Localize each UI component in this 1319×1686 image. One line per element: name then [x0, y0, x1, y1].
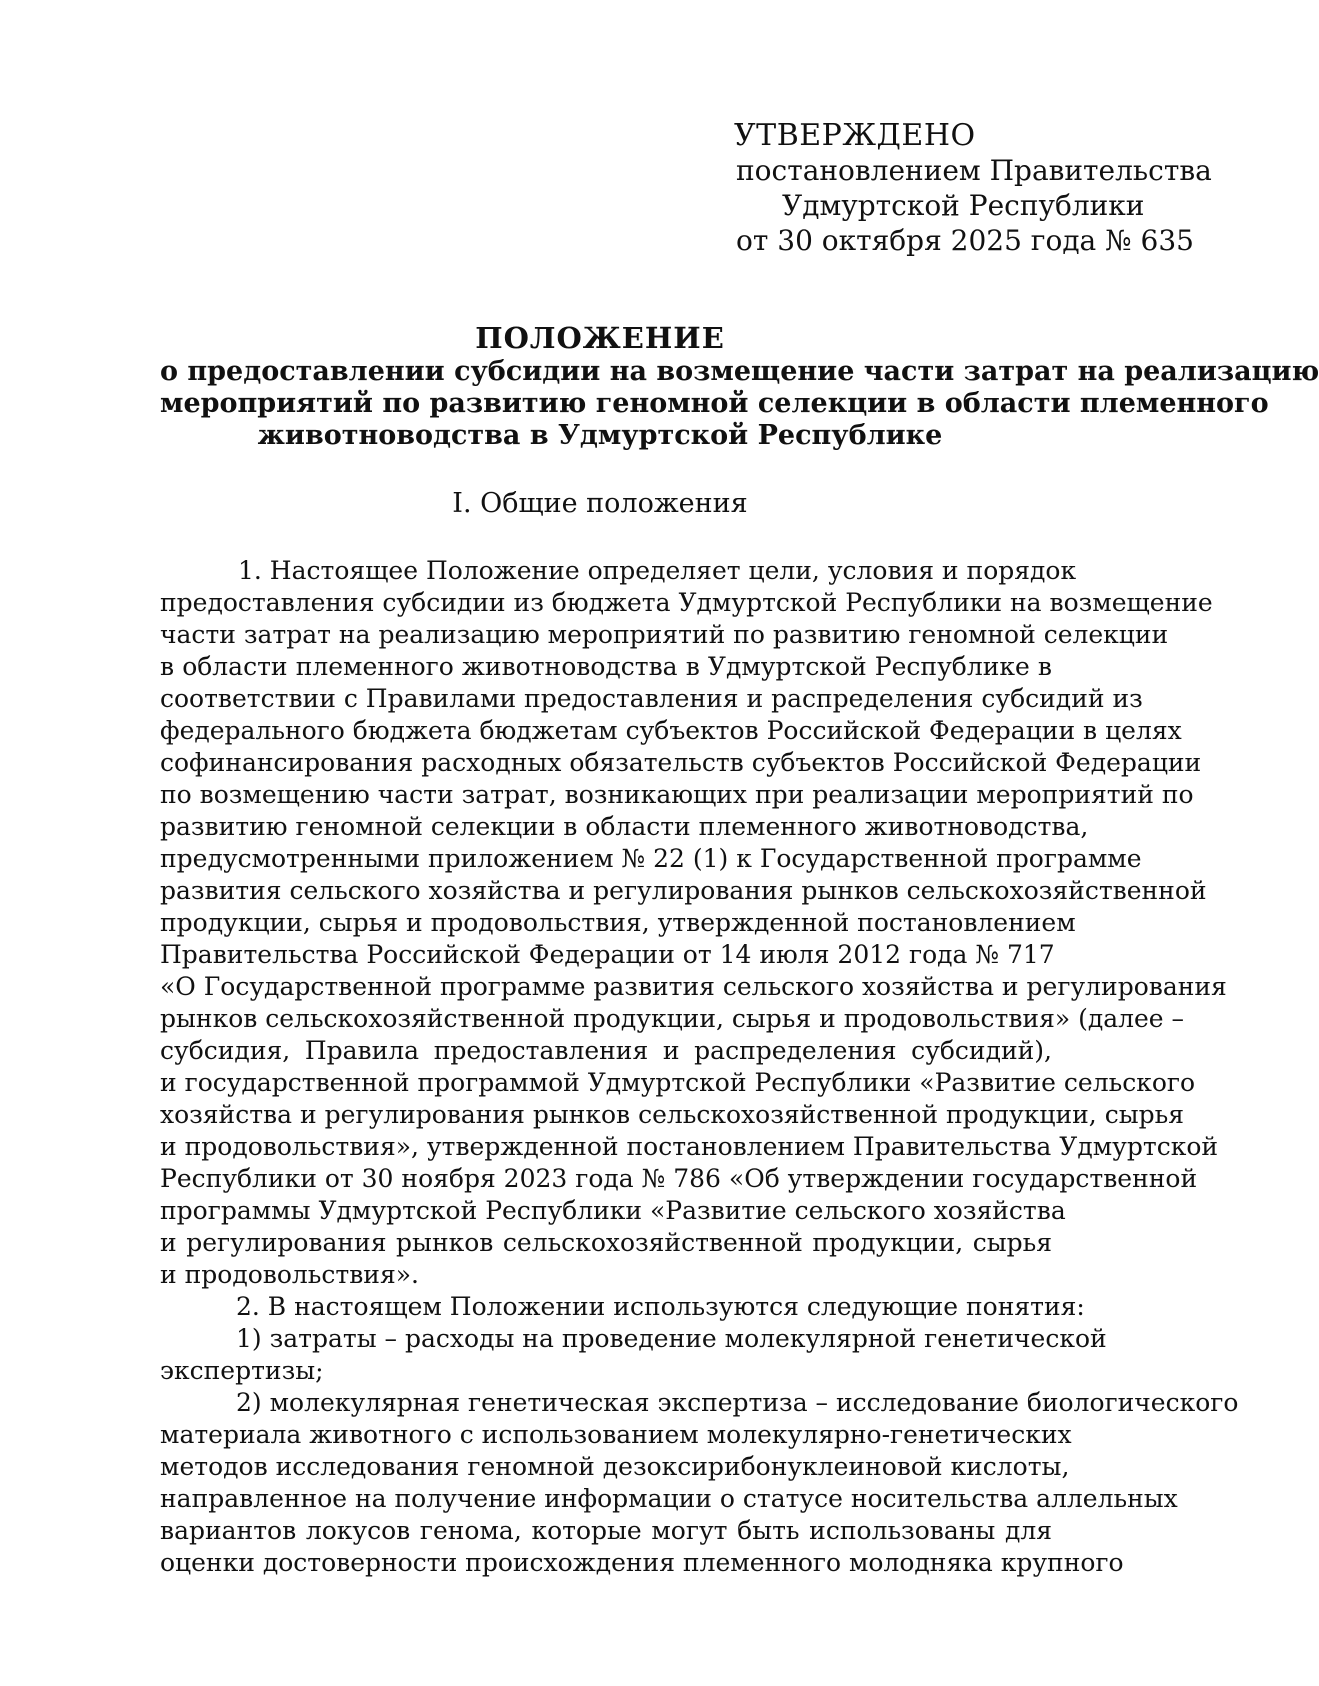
body-line: и продовольствия». — [160, 1260, 419, 1289]
body-line: методов исследования геномной дезоксирибонуклеиновой кислоты, — [160, 1452, 1070, 1481]
body-line: программы Удмуртской Республики «Развитие сельского хозяйства — [160, 1196, 1066, 1225]
body-line: части затрат на реализацию мероприятий по развитию геномной селекции — [160, 620, 1169, 649]
document-heading — [160, 321, 1319, 452]
body-line: направленное на получение информации о статусе носительства аллельных — [160, 1484, 1178, 1513]
body-line: «О Государственной программе развития сельского хозяйства и регулирования — [160, 972, 1227, 1001]
body-line: Республики от 30 ноября 2023 года № 786 «Об утверждении государственной — [160, 1164, 1198, 1193]
body-line: продукции, сырья и продовольствия, утвержденной постановлением — [160, 908, 1076, 937]
body-line: предусмотренными приложением № 22 (1) к Государственной программе — [160, 844, 1142, 873]
body-line: софинансирования расходных обязательств субъектов Российской Федерации — [160, 748, 1202, 777]
body-line: и регулирования рынков сельскохозяйственной продукции, сырья — [160, 1228, 1052, 1257]
body-line: предоставления субсидии из бюджета Удмуртской Республики на возмещение — [160, 588, 1213, 617]
body-line: материала животного с использованием молекулярно-генетических — [160, 1420, 1072, 1449]
document-subtitle-line: о предоставлении субсидии на возмещение части затрат на реализацию — [160, 356, 1319, 387]
body-line: развитию геномной селекции в области племенного животноводства, — [160, 812, 1089, 841]
body-line: 2) молекулярная генетическая экспертиза – исследование биологического — [236, 1388, 1239, 1417]
document-subtitle-line: животноводства в Удмуртской Республике — [257, 420, 943, 451]
section-title: I. Общие положения — [452, 488, 748, 519]
body-line: вариантов локусов генома, которые могут быть использованы для — [160, 1516, 1052, 1545]
document-title: ПОЛОЖЕНИЕ — [475, 321, 725, 355]
body-line: в области племенного животноводства в Удмуртской Республике в — [160, 652, 1052, 681]
approval-line: постановлением Правительства — [736, 154, 1212, 187]
body-line: федерального бюджета бюджетам субъектов Российской Федерации в целях — [160, 716, 1182, 745]
body-line: 1. Настоящее Положение определяет цели, условия и порядок — [238, 556, 1077, 585]
body-line: 2. В настоящем Положении используются следующие понятия: — [236, 1292, 1085, 1321]
approval-title: УТВЕРЖДЕНО — [734, 118, 976, 153]
approval-line: от 30 октября 2025 года № 635 — [736, 224, 1194, 257]
body-line: хозяйства и регулирования рынков сельскохозяйственной продукции, сырья — [160, 1100, 1184, 1129]
document-body — [160, 555, 1239, 1579]
body-line: оценки достоверности происхождения племенного молодняка крупного — [160, 1548, 1124, 1577]
body-line: и продовольствия», утвержденной постановлением Правительства Удмуртской — [160, 1132, 1219, 1161]
body-line: Правительства Российской Федерации от 14 июля 2012 года № 717 — [160, 940, 1055, 969]
approval-block — [650, 118, 1212, 258]
body-line: рынков сельскохозяйственной продукции, сырья и продовольствия» (далее – — [160, 1004, 1185, 1033]
approval-line: Удмуртской Республики — [782, 189, 1145, 222]
body-line: субсидия, Правила предоставления и распределения субсидий), — [160, 1036, 1052, 1065]
document-subtitle-line: мероприятий по развитию геномной селекции в области племенного — [160, 388, 1269, 419]
body-line: соответствии с Правилами предоставления и распределения субсидий из — [160, 684, 1143, 713]
body-line: экспертизы; — [160, 1356, 324, 1385]
body-line: по возмещению части затрат, возникающих при реализации мероприятий по — [160, 780, 1194, 809]
body-line: развития сельского хозяйства и регулирования рынков сельскохозяйственной — [160, 876, 1207, 905]
body-line: 1) затраты – расходы на проведение молекулярной генетической — [236, 1324, 1107, 1353]
body-line: и государственной программой Удмуртской Республики «Развитие сельского — [160, 1068, 1196, 1097]
